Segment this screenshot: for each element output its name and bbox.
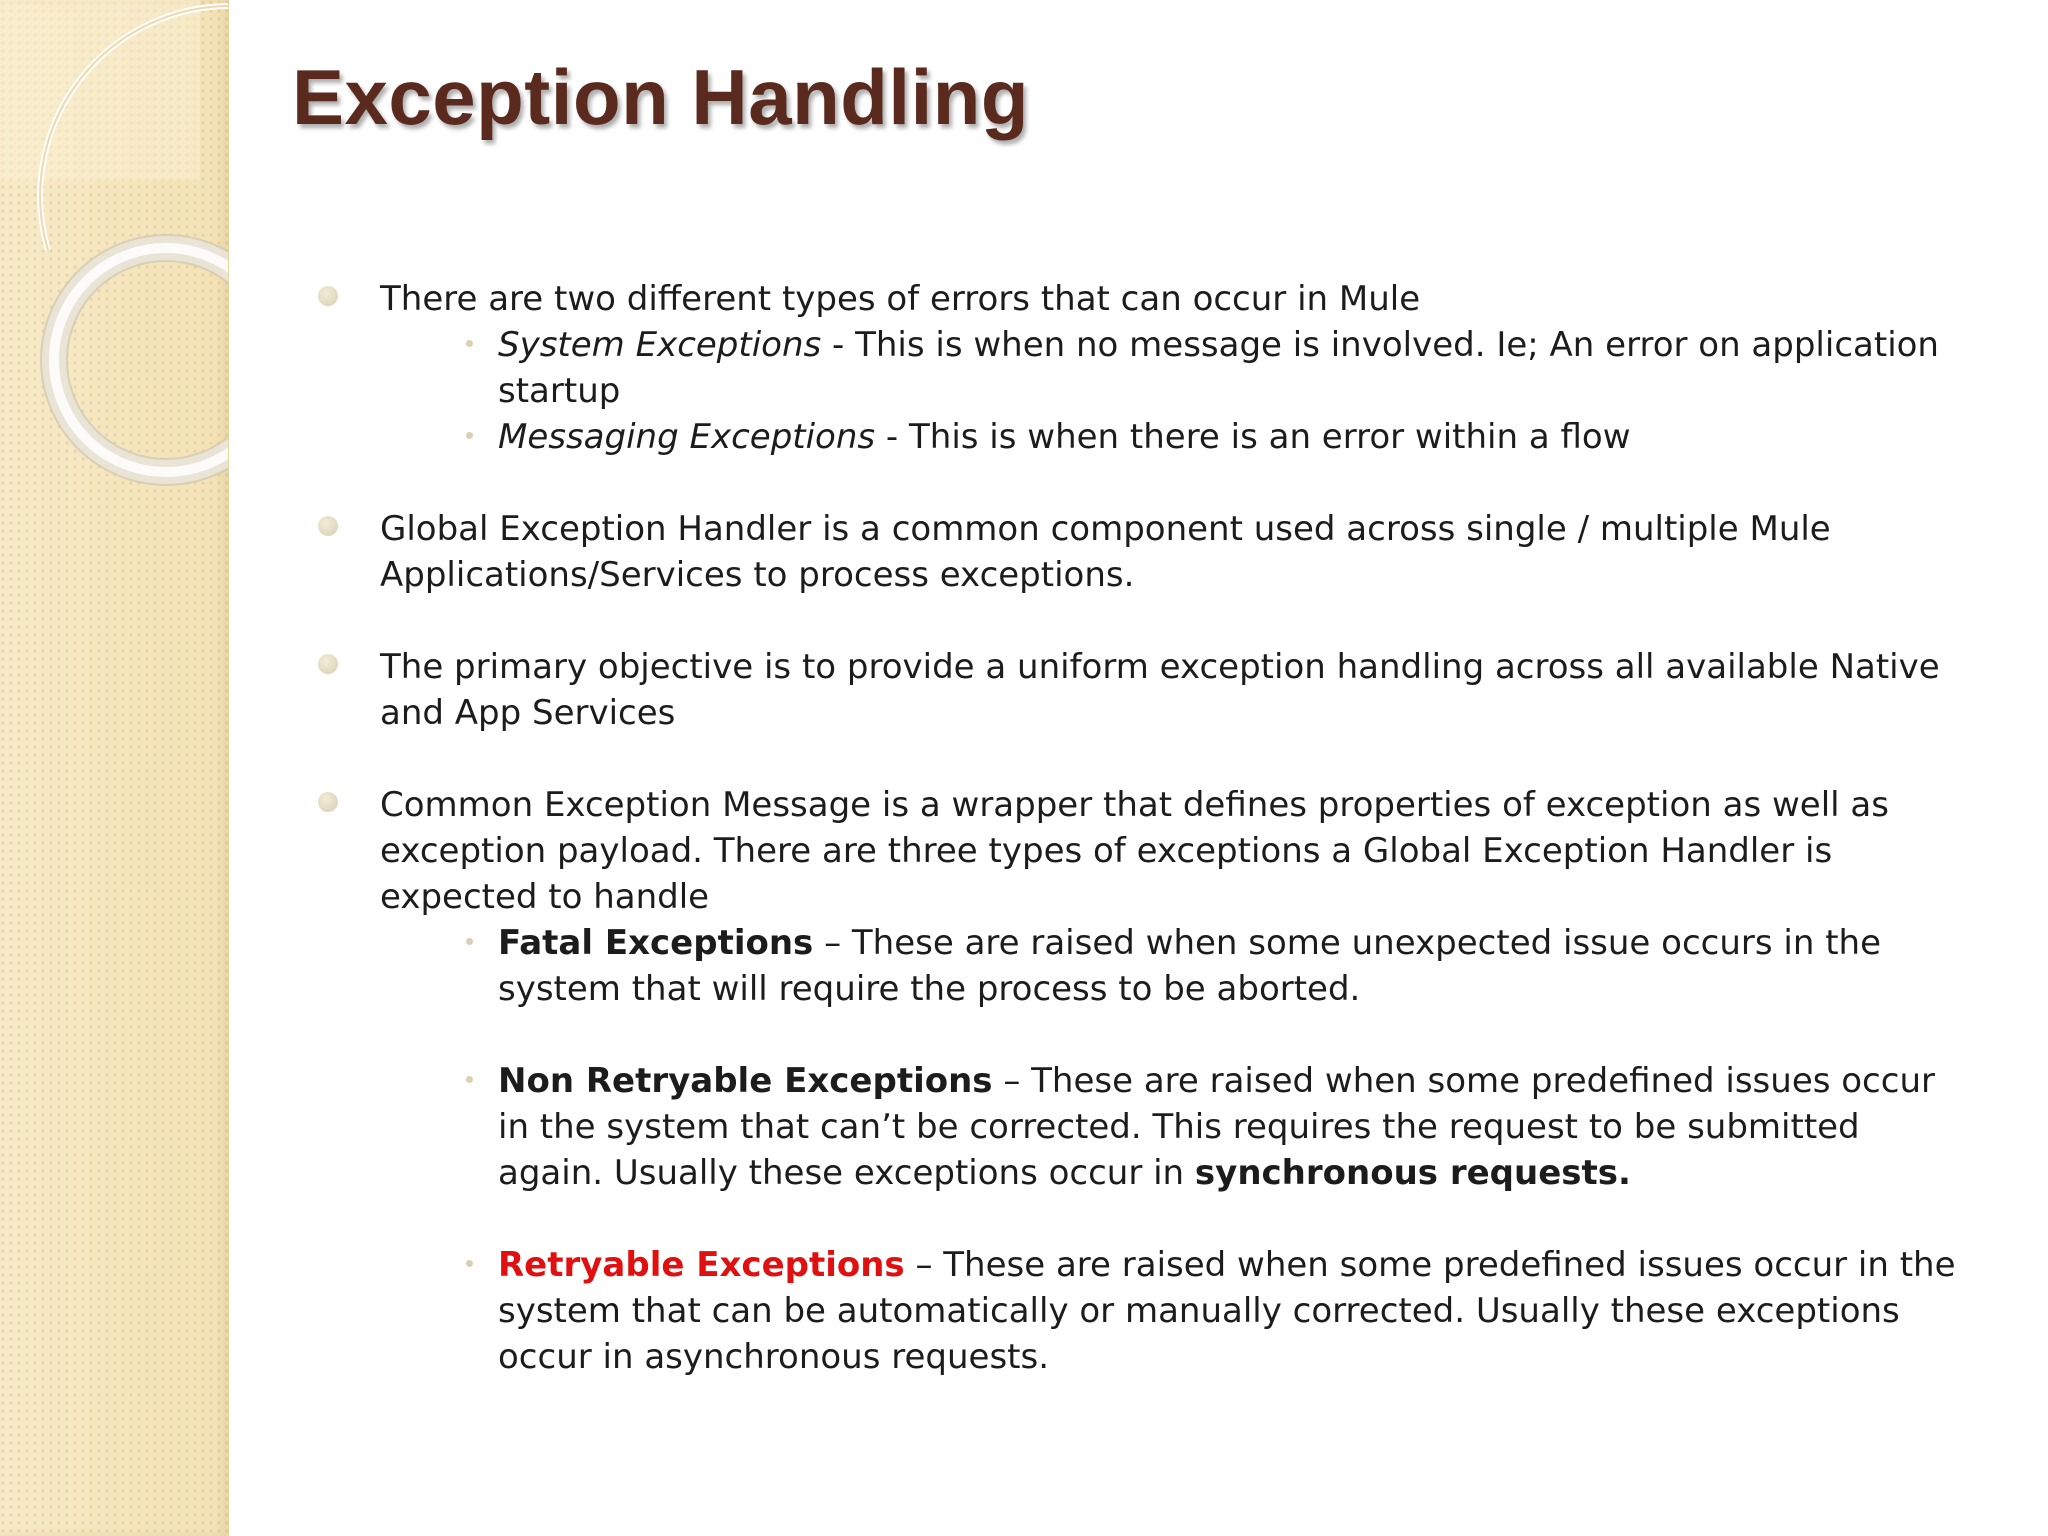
- sub-bullet-dot-icon: [466, 1260, 473, 1267]
- bullet-error-types: [310, 276, 1970, 460]
- bullet-dot-icon: [318, 286, 338, 306]
- sub-bullet-dot-icon: [466, 1076, 473, 1083]
- sub-item-term: Messaging Exceptions: [498, 417, 876, 457]
- sub-item-non-retryable-exceptions: [380, 1058, 1970, 1196]
- bullet-common-message: [310, 782, 1970, 1380]
- sub-item-text: – These are raised when some unexpected issue occurs in the system that will require the process to be aborted.: [498, 923, 1881, 1009]
- sub-item-text: - This is when no message is involved. Ie; An error on application startup: [498, 325, 1939, 411]
- sub-bullet-dot-icon: [466, 938, 473, 945]
- sub-item-system-exceptions: [380, 322, 1970, 414]
- sub-list: [380, 920, 1970, 1380]
- bullet-text: Global Exception Handler is a common component used across single / multiple Mule Applications/Services to process exceptions.: [380, 509, 1831, 595]
- sub-item-term: Fatal Exceptions: [498, 923, 814, 963]
- decorative-rings-icon: [0, 0, 228, 520]
- sub-item-messaging-exceptions: [380, 414, 1970, 460]
- slide-title: Exception Handling: [292, 53, 1030, 141]
- sub-item-term: Retryable Exceptions: [498, 1245, 905, 1285]
- sub-bullet-dot-icon: [466, 432, 473, 439]
- sub-item-text: - This is when there is an error within a flow: [875, 417, 1631, 457]
- bullet-text: The primary objective is to provide a uniform exception handling across all available Native and App Services: [380, 647, 1940, 733]
- slide-content: [310, 276, 1970, 1426]
- bullet-primary-objective: [310, 644, 1970, 736]
- sub-item-retryable-exceptions: [380, 1242, 1970, 1380]
- sub-item-text: – These are raised when some predefined issues occur in the system that can’t be corrected. This requires the request to be submitted again. Usually these exceptions occur in: [498, 1061, 1935, 1193]
- sub-item-text: – These are raised when some predefined issues occur in the system that can be automatically or manually corrected. Usually these exceptions occur in asynchronous requests.: [498, 1245, 1956, 1377]
- bullet-dot-icon: [318, 792, 338, 812]
- bullet-text: There are two different types of errors that can occur in Mule: [380, 279, 1421, 319]
- sub-list: [380, 322, 1970, 460]
- sub-bullet-dot-icon: [466, 340, 473, 347]
- bullet-global-handler: [310, 506, 1970, 598]
- sub-item-fatal-exceptions: [380, 920, 1970, 1012]
- sub-item-term: System Exceptions: [498, 325, 822, 365]
- decorative-side-panel: [0, 0, 229, 1536]
- bullet-dot-icon: [318, 516, 338, 536]
- sub-item-term: Non Retryable Exceptions: [498, 1061, 993, 1101]
- bullet-dot-icon: [318, 654, 338, 674]
- sub-item-emphasis: synchronous requests.: [1194, 1153, 1631, 1193]
- bullet-text: Common Exception Message is a wrapper that defines properties of exception as well as exception payload. There are three types of exceptions a Global Exception Handler is expected to handle: [380, 785, 1889, 917]
